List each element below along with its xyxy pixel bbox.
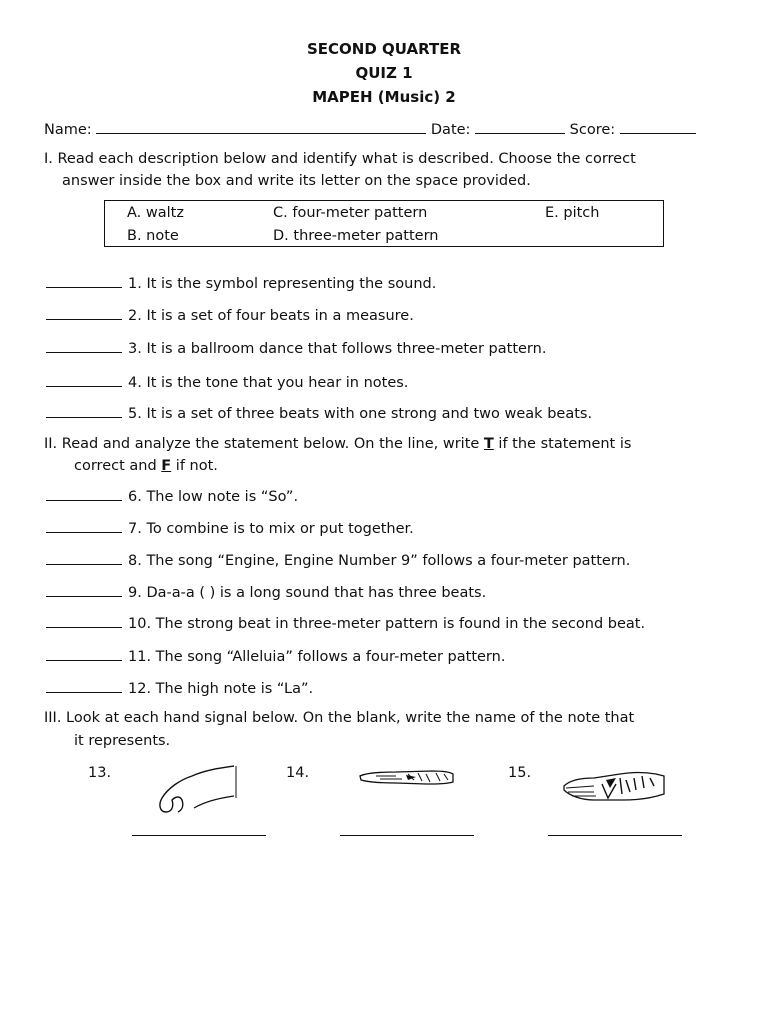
part1-instruction-cont: answer inside the box and write its letter on the space provided. [62,173,531,189]
question-text: 3. It is a ballroom dance that follows three-meter pattern. [128,341,547,357]
score-field[interactable] [620,119,696,134]
answer-blank[interactable] [46,551,122,565]
answer-blank[interactable] [46,487,122,501]
answer-blank[interactable] [46,647,122,661]
answer-blank[interactable] [46,404,122,418]
question-text: 6. The low note is “So”. [128,489,299,505]
score-label: Score: [569,122,616,138]
name-field[interactable] [96,119,426,134]
part2-instruction-text: if not. [171,458,218,474]
choice-c: C. four-meter pattern [273,205,428,221]
answer-blank[interactable] [46,679,122,693]
question-text: 9. Da-a-a ( ) is a long sound that has three beats. [128,585,487,601]
question-6 [46,487,298,505]
signal-13-number: 13. [88,765,112,781]
signal-14-number: 14. [286,765,310,781]
choice-e: E. pitch [545,205,600,221]
subject-title: MAPEH (Music) 2 [312,88,456,106]
question-text: 11. The song “Alleluia” follows a four-meter pattern. [128,649,506,665]
part1-instruction: I. Read each description below and identify what is described. Choose the correct [44,151,636,167]
question-2 [46,306,414,324]
curled-hand-icon [150,762,240,817]
question-text: 7. To combine is to mix or put together. [128,521,414,537]
part2-instruction [44,436,631,452]
open-palm-hand-icon [560,764,670,806]
choice-a: A. waltz [127,205,184,221]
signal-14-answer-blank[interactable] [340,835,474,836]
part3-instruction: III. Look at each hand signal below. On the blank, write the name of the note that [44,710,635,726]
part2-instruction-text: II. Read and analyze the statement below. On the line, write [44,436,484,452]
answer-blank[interactable] [46,306,122,320]
question-5 [46,404,592,422]
question-9 [46,583,486,601]
question-text: 4. It is the tone that you hear in notes. [128,375,409,391]
part2-instruction-text: if the statement is [493,436,632,452]
false-letter: F [161,458,172,474]
question-8 [46,551,630,569]
date-field[interactable] [475,119,565,134]
flat-hand-icon [356,766,456,790]
answer-blank[interactable] [46,519,122,533]
part2-instruction-text: correct and [74,458,162,474]
name-label: Name: [44,122,92,138]
quiz-title: QUIZ 1 [355,64,413,82]
answer-blank[interactable] [46,339,122,353]
signal-13-answer-blank[interactable] [132,835,266,836]
question-11 [46,647,505,665]
choices-box [104,200,664,247]
part2-instruction-cont [74,458,218,474]
question-text: 8. The song “Engine, Engine Number 9” follows a four-meter pattern. [128,553,631,569]
choice-b: B. note [127,228,179,244]
question-text: 2. It is a set of four beats in a measure. [128,308,414,324]
quarter-title: SECOND QUARTER [306,40,462,58]
question-text: 5. It is a set of three beats with one strong and two weak beats. [128,406,593,422]
question-4 [46,373,408,391]
question-text: 12. The high note is “La”. [128,681,314,697]
signal-15-answer-blank[interactable] [548,835,682,836]
question-1 [46,274,436,292]
true-letter: T [483,436,494,452]
info-line [44,119,696,138]
answer-blank[interactable] [46,274,122,288]
answer-blank[interactable] [46,583,122,597]
question-text: 1. It is the symbol representing the sound. [128,276,437,292]
part3-instruction-cont: it represents. [74,733,171,749]
question-12 [46,679,313,697]
question-10 [46,614,645,632]
answer-blank[interactable] [46,373,122,387]
question-3 [46,339,546,357]
answer-blank[interactable] [46,614,122,628]
question-text: 10. The strong beat in three-meter pattern is found in the second beat. [128,616,646,632]
date-label: Date: [430,122,471,138]
question-7 [46,519,414,537]
signal-15-number: 15. [508,765,532,781]
choice-d: D. three-meter pattern [273,228,439,244]
